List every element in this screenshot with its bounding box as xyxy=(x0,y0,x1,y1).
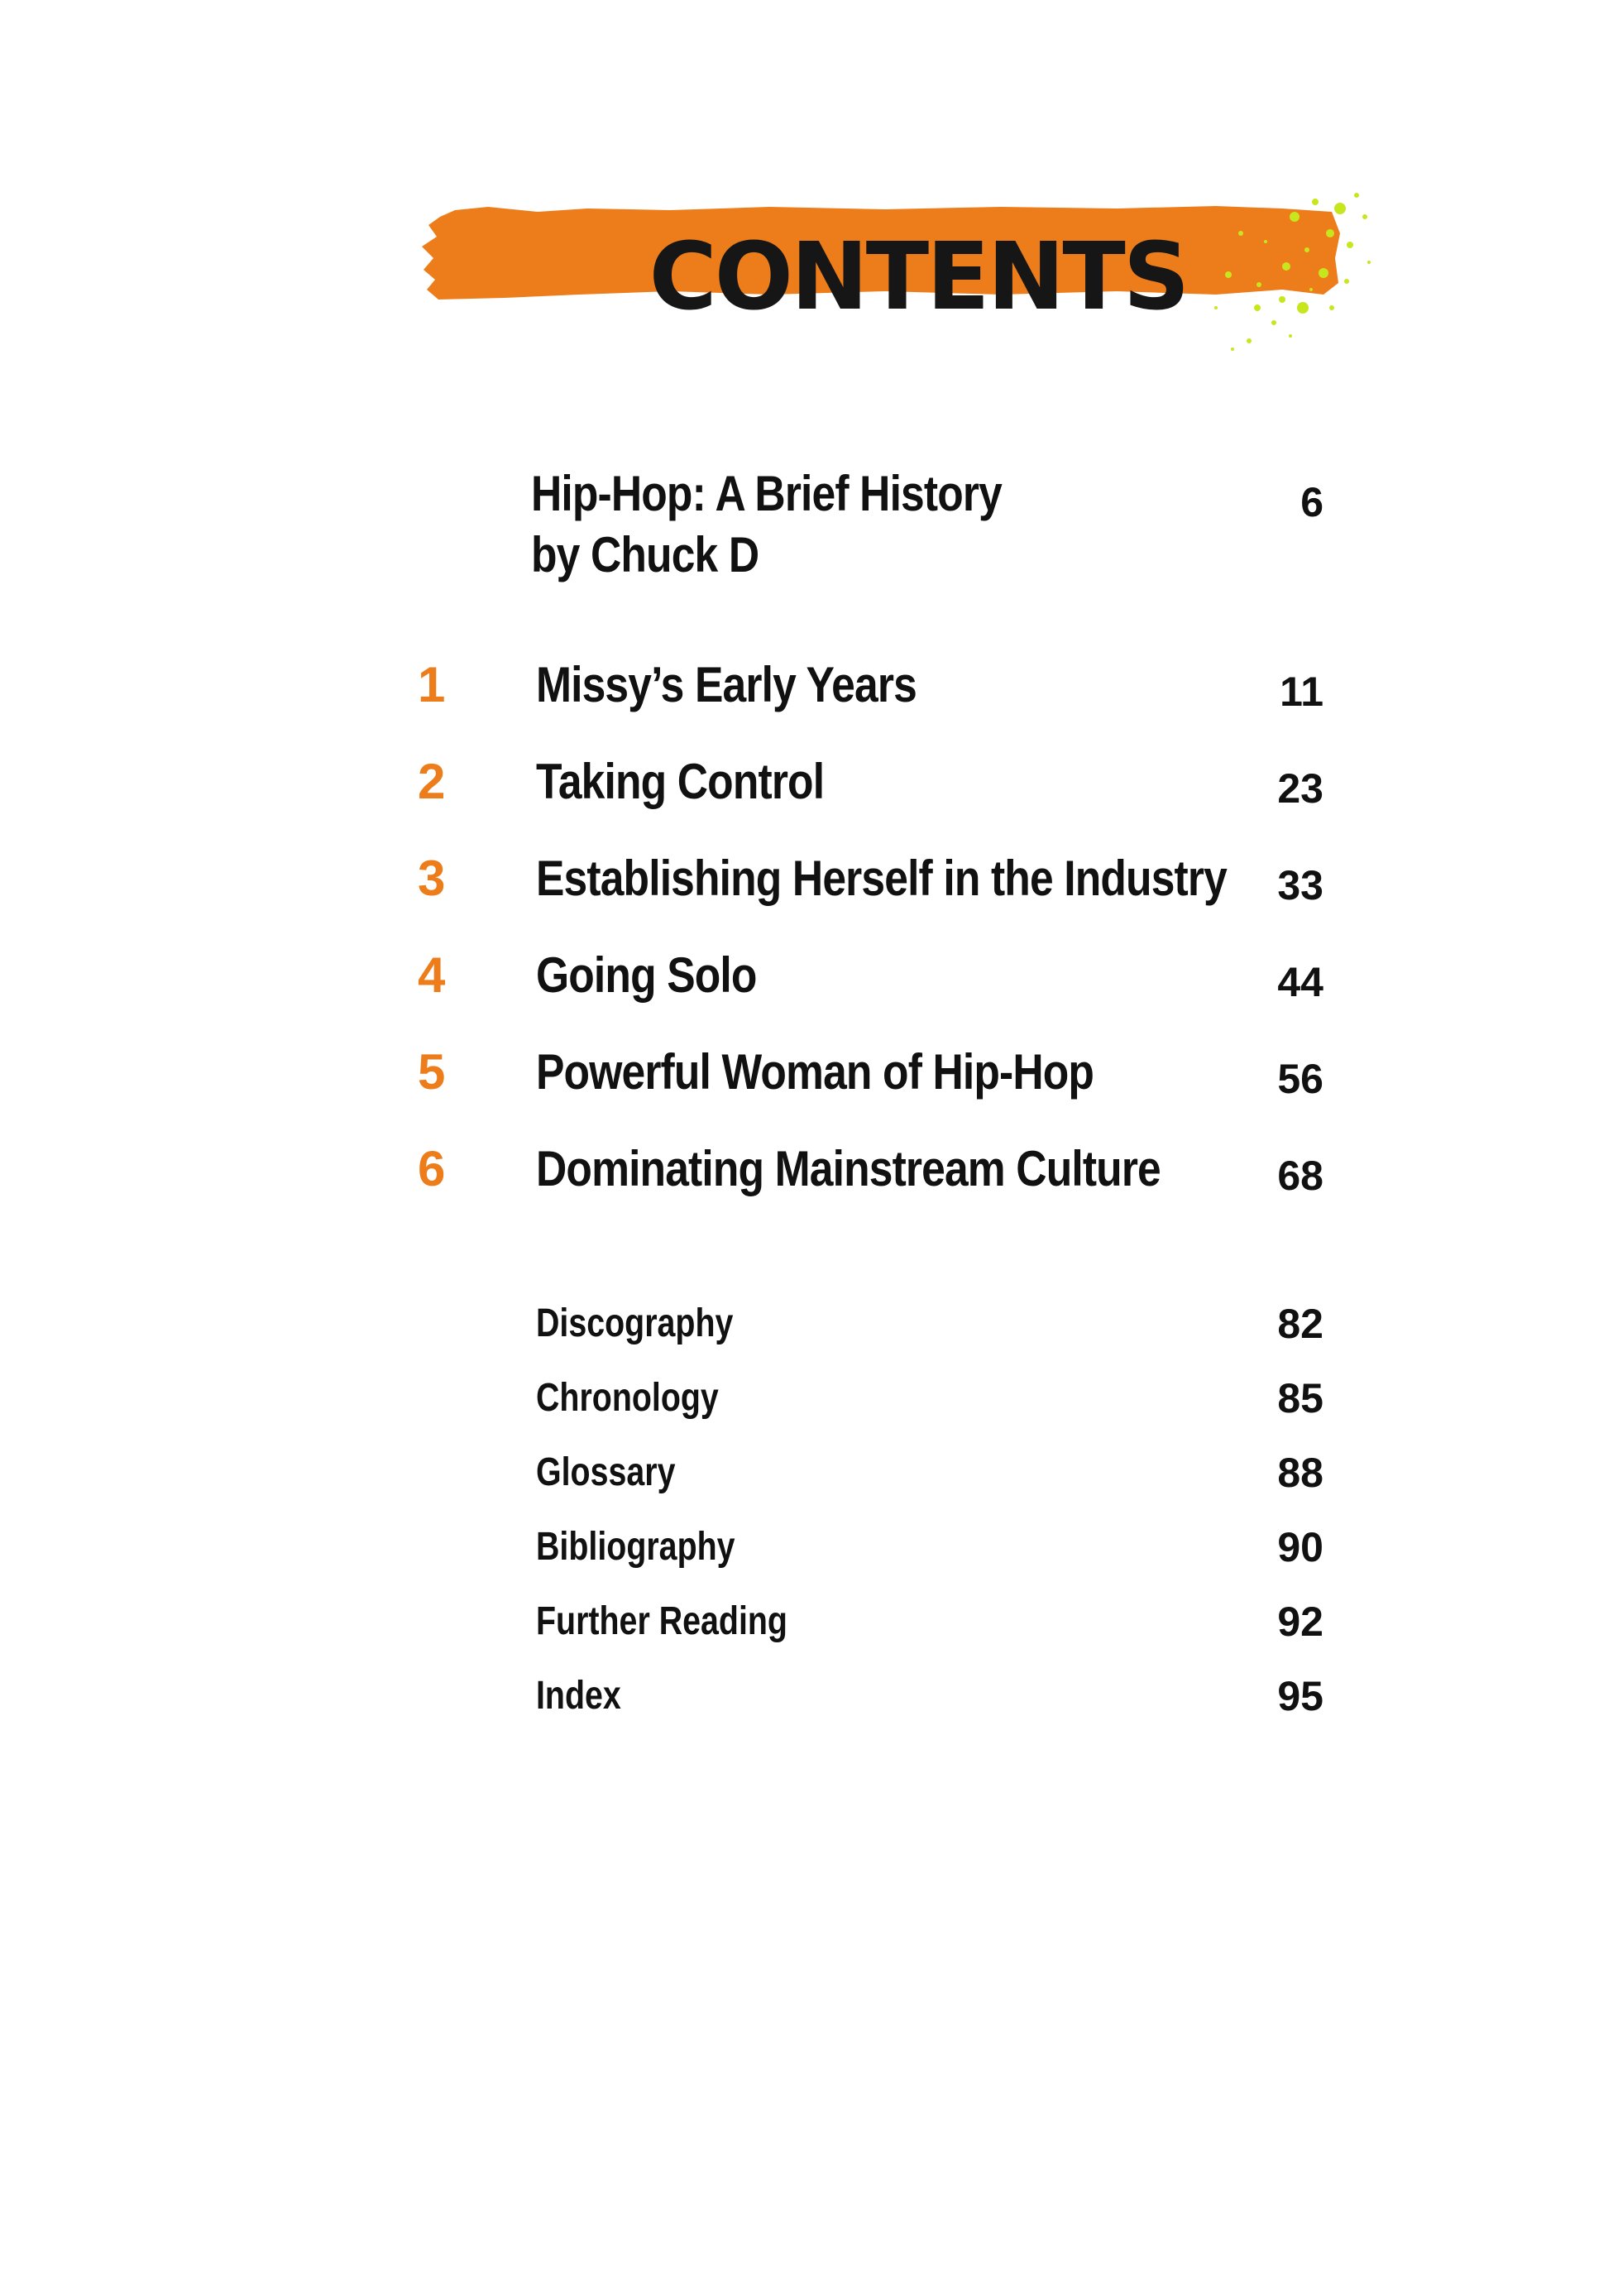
toc-chapter-row[interactable] xyxy=(0,652,1613,718)
intro-title xyxy=(531,463,1072,586)
intro-title-line: Hip-Hop: A Brief History xyxy=(531,466,1002,521)
back-matter-page-number: 82 xyxy=(1277,1301,1323,1347)
chapter-number: 1 xyxy=(418,657,446,712)
back-matter-title: Glossary xyxy=(536,1450,676,1494)
chapter-page-number: 33 xyxy=(1277,862,1323,908)
chapter-title: Missy’s Early Years xyxy=(536,657,917,712)
chapter-page-number: 44 xyxy=(1277,959,1323,1005)
toc-chapter-row[interactable] xyxy=(0,1039,1613,1105)
chapter-title: Establishing Herself in the Industry xyxy=(536,851,1227,906)
back-matter-title: Further Reading xyxy=(536,1599,787,1643)
toc-back-matter-row[interactable] xyxy=(0,1446,1613,1499)
chapter-number: 6 xyxy=(418,1141,446,1196)
chapter-number: 3 xyxy=(418,851,446,906)
toc-back-matter-row[interactable] xyxy=(0,1670,1613,1723)
toc-chapter-row[interactable] xyxy=(0,749,1613,815)
chapter-page-number: 56 xyxy=(1277,1056,1323,1102)
back-matter-title: Discography xyxy=(536,1301,734,1345)
chapter-page-number: 68 xyxy=(1277,1153,1323,1199)
chapter-title: Going Solo xyxy=(536,947,757,1003)
chapter-page-number: 23 xyxy=(1277,765,1323,812)
chapter-title: Taking Control xyxy=(536,754,825,809)
back-matter-page-number: 95 xyxy=(1277,1673,1323,1719)
toc-chapter-row[interactable] xyxy=(0,846,1613,912)
chapter-page-number: 11 xyxy=(1280,669,1323,715)
back-matter-page-number: 92 xyxy=(1277,1599,1323,1645)
toc-chapter-row[interactable] xyxy=(0,1136,1613,1202)
toc-chapter-row[interactable] xyxy=(0,942,1613,1009)
contents-header xyxy=(422,184,1381,374)
back-matter-title: Bibliography xyxy=(536,1525,735,1569)
chapter-title: Dominating Mainstream Culture xyxy=(536,1141,1161,1196)
toc-back-matter-row[interactable] xyxy=(0,1372,1613,1425)
back-matter-page-number: 90 xyxy=(1277,1524,1323,1570)
chapter-number: 5 xyxy=(418,1044,446,1100)
chapter-number: 4 xyxy=(418,947,446,1003)
toc-back-matter-row[interactable] xyxy=(0,1297,1613,1350)
back-matter-page-number: 88 xyxy=(1277,1450,1323,1496)
chapter-number: 2 xyxy=(418,754,446,809)
toc-back-matter-row[interactable] xyxy=(0,1521,1613,1574)
intro-page-number: 6 xyxy=(1300,479,1323,525)
back-matter-title: Index xyxy=(536,1674,621,1718)
back-matter-page-number: 85 xyxy=(1277,1375,1323,1421)
back-matter-title: Chronology xyxy=(536,1376,719,1420)
chapter-title: Powerful Woman of Hip-Hop xyxy=(536,1044,1094,1100)
page-title: CONTENTS xyxy=(649,223,1188,331)
toc-back-matter-row[interactable] xyxy=(0,1595,1613,1648)
intro-author-line: by Chuck D xyxy=(531,527,759,582)
